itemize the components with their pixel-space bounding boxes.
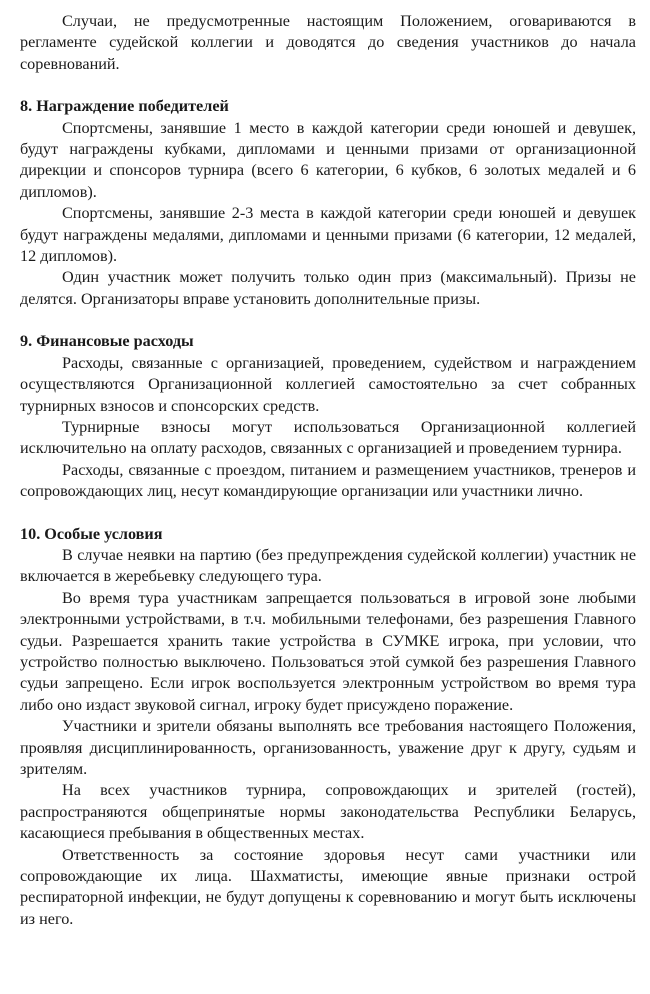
section-gap <box>20 503 636 524</box>
intro-paragraph: Случаи, не предусмотренные настоящим Положением, оговариваются в регламенте судейской коллегии и доводятся до сведения участников до начала соревнований. <box>20 12 636 73</box>
paragraph: Расходы, связанные с проездом, питанием и размещением участников, тренеров и сопровождающих лиц, несут командирующие организации или участники лично. <box>20 460 636 501</box>
paragraph: Спортсмены, занявшие 1 место в каждой категории среди юношей и девушек, будут награждены кубками, дипломами и ценными призами от организационной дирекции и спонсоров турнира (всего 6 категории, 6 кубков, 6 золотых медалей и 6 дипломов). <box>20 118 636 201</box>
section-finance <box>20 331 636 502</box>
section-gap <box>20 75 636 96</box>
paragraph: Расходы, связанные с организацией, проведением, судейством и награждением осуществляются Организационной коллегией самостоятельно за счет собранных турнирных взносов и спонсорских средств. <box>20 353 636 415</box>
section-awards <box>20 96 636 310</box>
paragraph: Во время тура участникам запрещается пользоваться в игровой зоне любыми электронными устройствами, в т.ч. мобильными телефонами, без разрешения Главного судьи. Разрешается хранить такие устройства в СУМКЕ игрока, при условии, что устройство полностью выключено. Пользоваться этой сумкой без разрешения Главного судьи запрещено. Если игрок воспользуется электронным устройством во время тура либо оно издаст звуковой сигнал, игроку будет присуждено поражение. <box>20 588 636 714</box>
paragraph: Участники и зрители обязаны выполнять все требования настоящего Положения, проявляя дисциплинированность, организованность, уважение друг к другу, судьям и зрителям. <box>20 717 636 778</box>
paragraph: На всех участников турнира, сопровождающих и зрителей (гостей), распространяются общепринятые нормы законодательства Республики Беларусь, касающиеся пребывания в общественных местах. <box>20 781 636 843</box>
section-title: 9. Финансовые расходы <box>20 332 194 351</box>
section-title: 8. Награждение победителей <box>20 97 229 116</box>
section-title: 10. Особые условия <box>20 524 163 543</box>
paragraph: Ответственность за состояние здоровья несут сами участники или сопровождающие их лица. Шахматисты, имеющие явные признаки острой респираторной инфекции, не будут допущены к соревнованию и могут быть исключены из него. <box>20 845 636 928</box>
section-special-conditions <box>20 524 636 931</box>
paragraph: Спортсмены, занявшие 2-3 места в каждой категории среди юношей и девушек будут награждены медалями, дипломами и ценными призами (6 категории, 12 медалей, 12 дипломов). <box>20 204 636 266</box>
paragraph: Турнирные взносы могут использоваться Организационной коллегией исключительно на оплату расходов, связанных с организацией и проведением турнира. <box>20 417 636 458</box>
section-gap <box>20 310 636 331</box>
paragraph: Один участник может получить только один приз (максимальный). Призы не делятся. Организаторы вправе установить дополнительные призы. <box>20 268 636 308</box>
paragraph: В случае неявки на партию (без предупреждения судейской коллегии) участник не включается в жеребьевку следующего тура. <box>20 545 636 586</box>
